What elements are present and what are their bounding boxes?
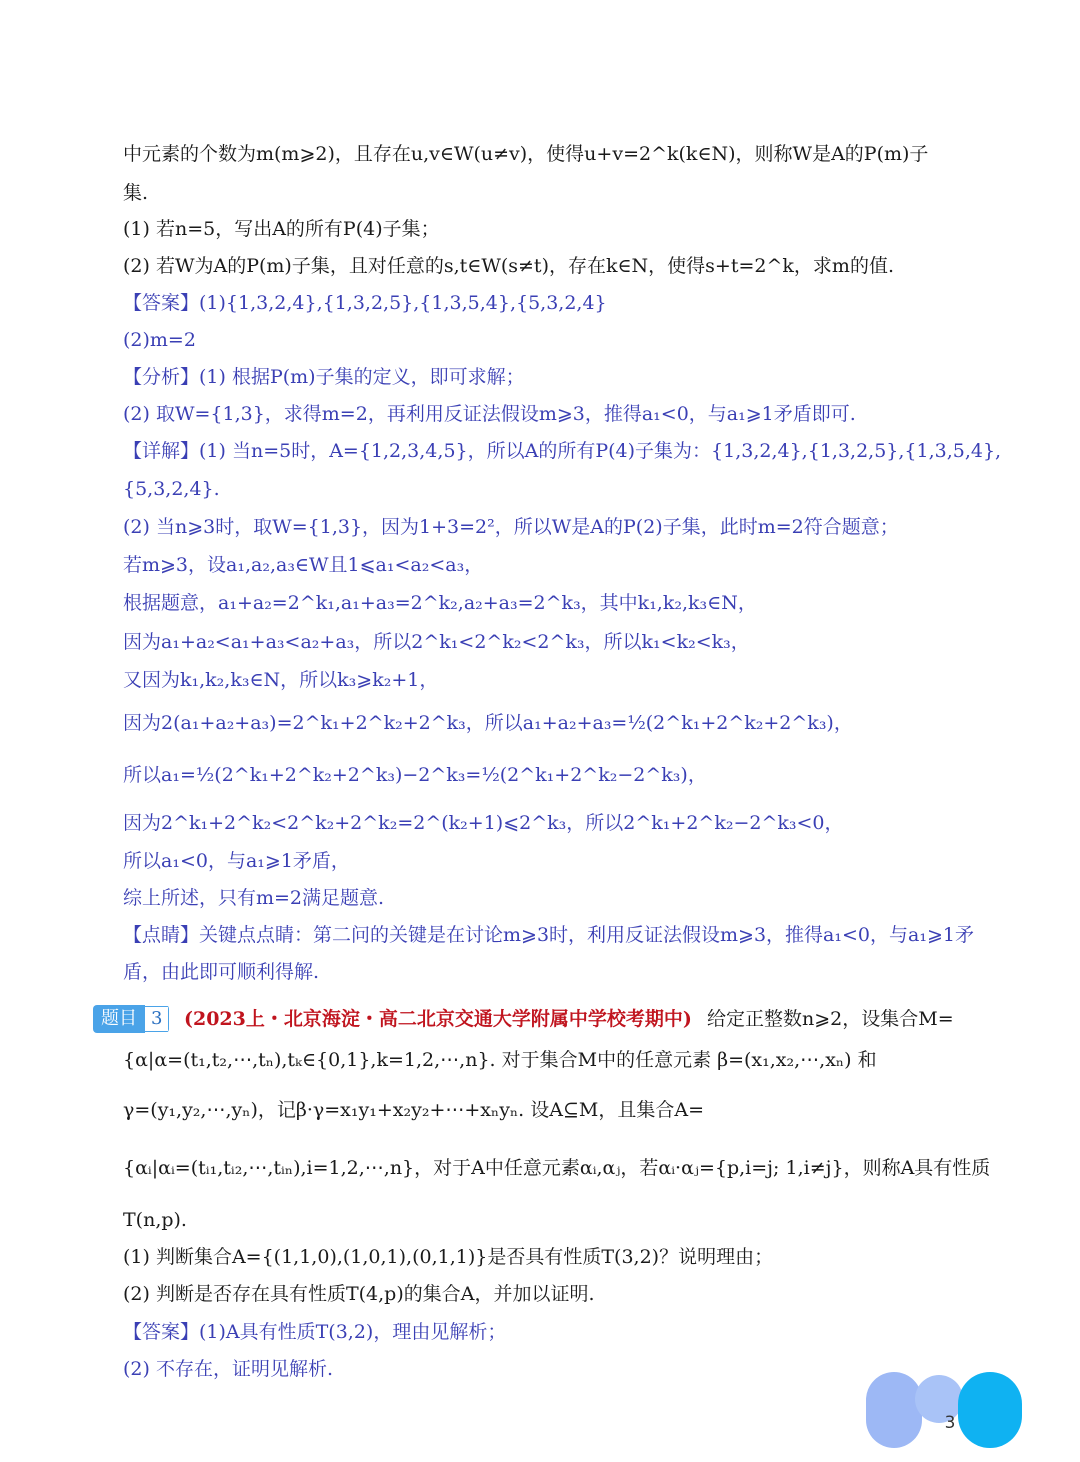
problem-text: 给定正整数n⩾2，设集合M= <box>707 1008 954 1030</box>
text-line: 根据题意，a₁+a₂=2^k₁,a₁+a₃=2^k₂,a₂+a₃=2^k₃，其中k₁,k₂,k₃∈N， <box>123 592 757 614</box>
text-line: 【分析】(1) 根据P(m)子集的定义，即可求解； <box>123 366 525 388</box>
text-line: 【答案】(1)A具有性质T(3,2)，理由见解析； <box>123 1321 507 1343</box>
text-line: (2) 若W为A的P(m)子集，且对任意的s,t∈W(s≠t)，存在k∈N，使得s+t=2^k，求m的值. <box>123 255 894 277</box>
text-line: 所以a₁<0，与a₁⩾1矛盾， <box>123 850 350 872</box>
page-decoration-left <box>866 1372 922 1448</box>
text-line: 【详解】(1) 当n=5时，A={1,2,3,4,5}，所以A的所有P(4)子集为：{1,3,2,4},{1,3,2,5},{1,3,5,4}, <box>123 440 1002 462</box>
text-line: 中元素的个数为m(m⩾2)，且存在u,v∈W(u≠v)，使得u+v=2^k(k∈N)，则称W是A的P(m)子 <box>123 143 929 165</box>
text-line: 集. <box>123 182 149 204</box>
text-line: 综上所述，只有m=2满足题意. <box>123 887 385 909</box>
text-line: 因为a₁+a₂<a₁+a₃<a₂+a₃，所以2^k₁<2^k₂<2^k₃，所以k₁<k₂<k₃， <box>123 631 750 653</box>
page-decoration-right <box>958 1372 1022 1448</box>
text-line: (2) 判断是否存在具有性质T(4,p)的集合A，并加以证明. <box>123 1283 595 1305</box>
problem-source: (2023上・北京海淀・高二北京交通大学附属中学校考期中) <box>184 1008 692 1030</box>
problem-tag-number: 3 <box>145 1006 169 1032</box>
text-line: 又因为k₁,k₂,k₃∈N，所以k₃⩾k₂+1， <box>123 669 439 691</box>
text-line: 【点睛】关键点点睛：第二问的关键是在讨论m⩾3时，利用反证法假设m⩾3，推得a₁<0，与a₁⩾1矛 <box>123 924 974 946</box>
text-line: T(n,p). <box>123 1209 187 1231</box>
text-line: (2)m=2 <box>123 329 196 351</box>
text-line: {α|α=(t₁,t₂,⋯,tₙ),tₖ∈{0,1},k=1,2,⋯,n}. 对于集合M中的任意元素 β=(x₁,x₂,⋯,xₙ) 和 <box>123 1049 877 1071</box>
text-line: (1) 判断集合A={(1,1,0),(1,0,1),(0,1,1)}是否具有性质T(3,2)？说明理由； <box>123 1246 774 1268</box>
text-line: {αᵢ|αᵢ=(tᵢ₁,tᵢ₂,⋯,tᵢₙ),i=1,2,⋯,n}，对于A中任意元素αᵢ,αⱼ，若αᵢ·αⱼ={p,i=j; 1,i≠j}，则称A具有性质 <box>123 1157 991 1179</box>
text-line: 因为2^k₁+2^k₂<2^k₂+2^k₂=2^(k₂+1)⩽2^k₃，所以2^k₁+2^k₂−2^k₃<0， <box>123 812 844 834</box>
text-line: 所以a₁=½(2^k₁+2^k₂+2^k₃)−2^k₃=½(2^k₁+2^k₂−2^k₃)， <box>123 764 707 786</box>
text-line: 【答案】(1){1,3,2,4},{1,3,2,5},{1,3,5,4},{5,3,2,4} <box>123 292 607 314</box>
page-number: 3 <box>944 1413 956 1433</box>
text-line: 因为2(a₁+a₂+a₃)=2^k₁+2^k₂+2^k₃，所以a₁+a₂+a₃=½(2^k₁+2^k₂+2^k₃)， <box>123 712 853 734</box>
text-line: γ=(y₁,y₂,⋯,yₙ)，记β·γ=x₁y₁+x₂y₂+⋯+xₙyₙ. 设A⊆M，且集合A= <box>123 1099 705 1121</box>
text-line: 盾，由此即可顺利得解. <box>123 961 320 983</box>
text-line: (2) 不存在，证明见解析. <box>123 1358 333 1380</box>
text-line: (2) 当n⩾3时，取W={1,3}，因为1+3=2²，所以W是A的P(2)子集，此时m=2符合题意； <box>123 516 899 538</box>
problem-tag-label: 题目 <box>93 1005 145 1033</box>
text-line: (1) 若n=5，写出A的所有P(4)子集； <box>123 218 440 240</box>
problem-tag <box>93 1005 169 1033</box>
text-line: (2) 取W={1,3}，求得m=2，再利用反证法假设m⩾3，推得a₁<0，与a₁⩾1矛盾即可. <box>123 403 856 425</box>
text-line: 若m⩾3，设a₁,a₂,a₃∈W且1⩽a₁<a₂<a₃， <box>123 554 484 576</box>
text-line: {5,3,2,4}. <box>123 478 220 500</box>
